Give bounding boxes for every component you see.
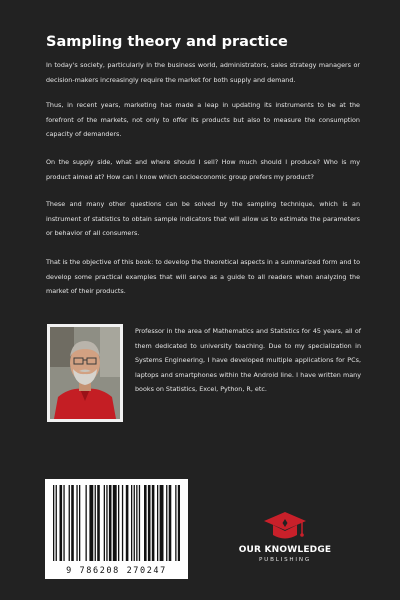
author-bio: Professor in the area of Mathematics and Statistics for 45 years, all of them dedicated to university teaching. Due to my specialization in Systems Engineering, I have developed multiple applications for PCs, laptops and smartphones within the Android line. I have written many books on Statistics, Excel, Python, R, etc. [135, 327, 361, 393]
barcode-bar [118, 485, 119, 561]
barcode-bar [113, 485, 117, 561]
graduation-cap-icon [262, 510, 308, 544]
barcode-bar [131, 485, 132, 561]
author-photo [47, 324, 123, 422]
blurb-paragraph-5: That is the objective of this book: to develop the theoretical aspects in a summarized form and to develop some practical examples that will serve as a guide to all readers when analyzing the market of their products. [46, 258, 360, 295]
author-portrait-image [50, 327, 120, 419]
barcode-bar [134, 485, 135, 561]
barcode-bar [60, 485, 63, 561]
blurb-paragraph-3: On the supply side, what and where should I sell? How much should I produce? Who is my product aimed at? How can I know which socioeconomic group prefers my product? [46, 158, 360, 181]
barcode-bar [157, 485, 158, 561]
barcode-bar [53, 485, 54, 561]
barcode-bar [89, 485, 93, 561]
barcode-bar [63, 485, 64, 561]
barcode-bar [97, 485, 100, 561]
barcode-bar [109, 485, 112, 561]
barcode-bar [76, 485, 77, 561]
barcode-bar [104, 485, 105, 561]
barcode-bar [148, 485, 151, 561]
barcode-bar [86, 485, 87, 561]
barcode-bars [53, 485, 180, 561]
barcode-bar [178, 485, 180, 561]
barcode-bar [106, 485, 107, 561]
barcode-bar [56, 485, 57, 561]
isbn-digits: 9 786208 270247 [66, 566, 167, 576]
blurb-paragraph-1: In today's society, particularly in the business world, administrators, sales strategy managers or decision-makers increasingly require the market for both supply and demand. [46, 61, 360, 84]
barcode-bar [175, 485, 176, 561]
barcode-bar [139, 485, 140, 561]
blurb-paragraph-2: Thus, in recent years, marketing has made a leap in updating its instruments to be at the forefront of the markets, not only to offer its products but also to measure the consumption capacity of demanders. [46, 101, 360, 138]
publisher-name: OUR KNOWLEDGE [238, 545, 332, 555]
barcode-bar [160, 485, 164, 561]
barcode-bar [152, 485, 155, 561]
barcode-bar [95, 485, 96, 561]
book-title: Sampling theory and practice [46, 34, 288, 50]
blurb-paragraph-4: These and many other questions can be solved by the sampling technique, which is an instrument of statistics to obtain sample indicators that will allow us to estimate the parameters or behavior of all consumers. [46, 200, 360, 237]
barcode-bar [136, 485, 137, 561]
barcode-bar [144, 485, 147, 561]
barcode-bar [126, 485, 129, 561]
barcode-bar [122, 485, 123, 561]
barcode-bar [169, 485, 172, 561]
barcode-bar [79, 485, 80, 561]
barcode-bar [71, 485, 74, 561]
publisher-subtitle: PUBLISHING [259, 557, 311, 563]
isbn-barcode [45, 479, 188, 579]
barcode-bar [69, 485, 70, 561]
barcode-bar [166, 485, 167, 561]
